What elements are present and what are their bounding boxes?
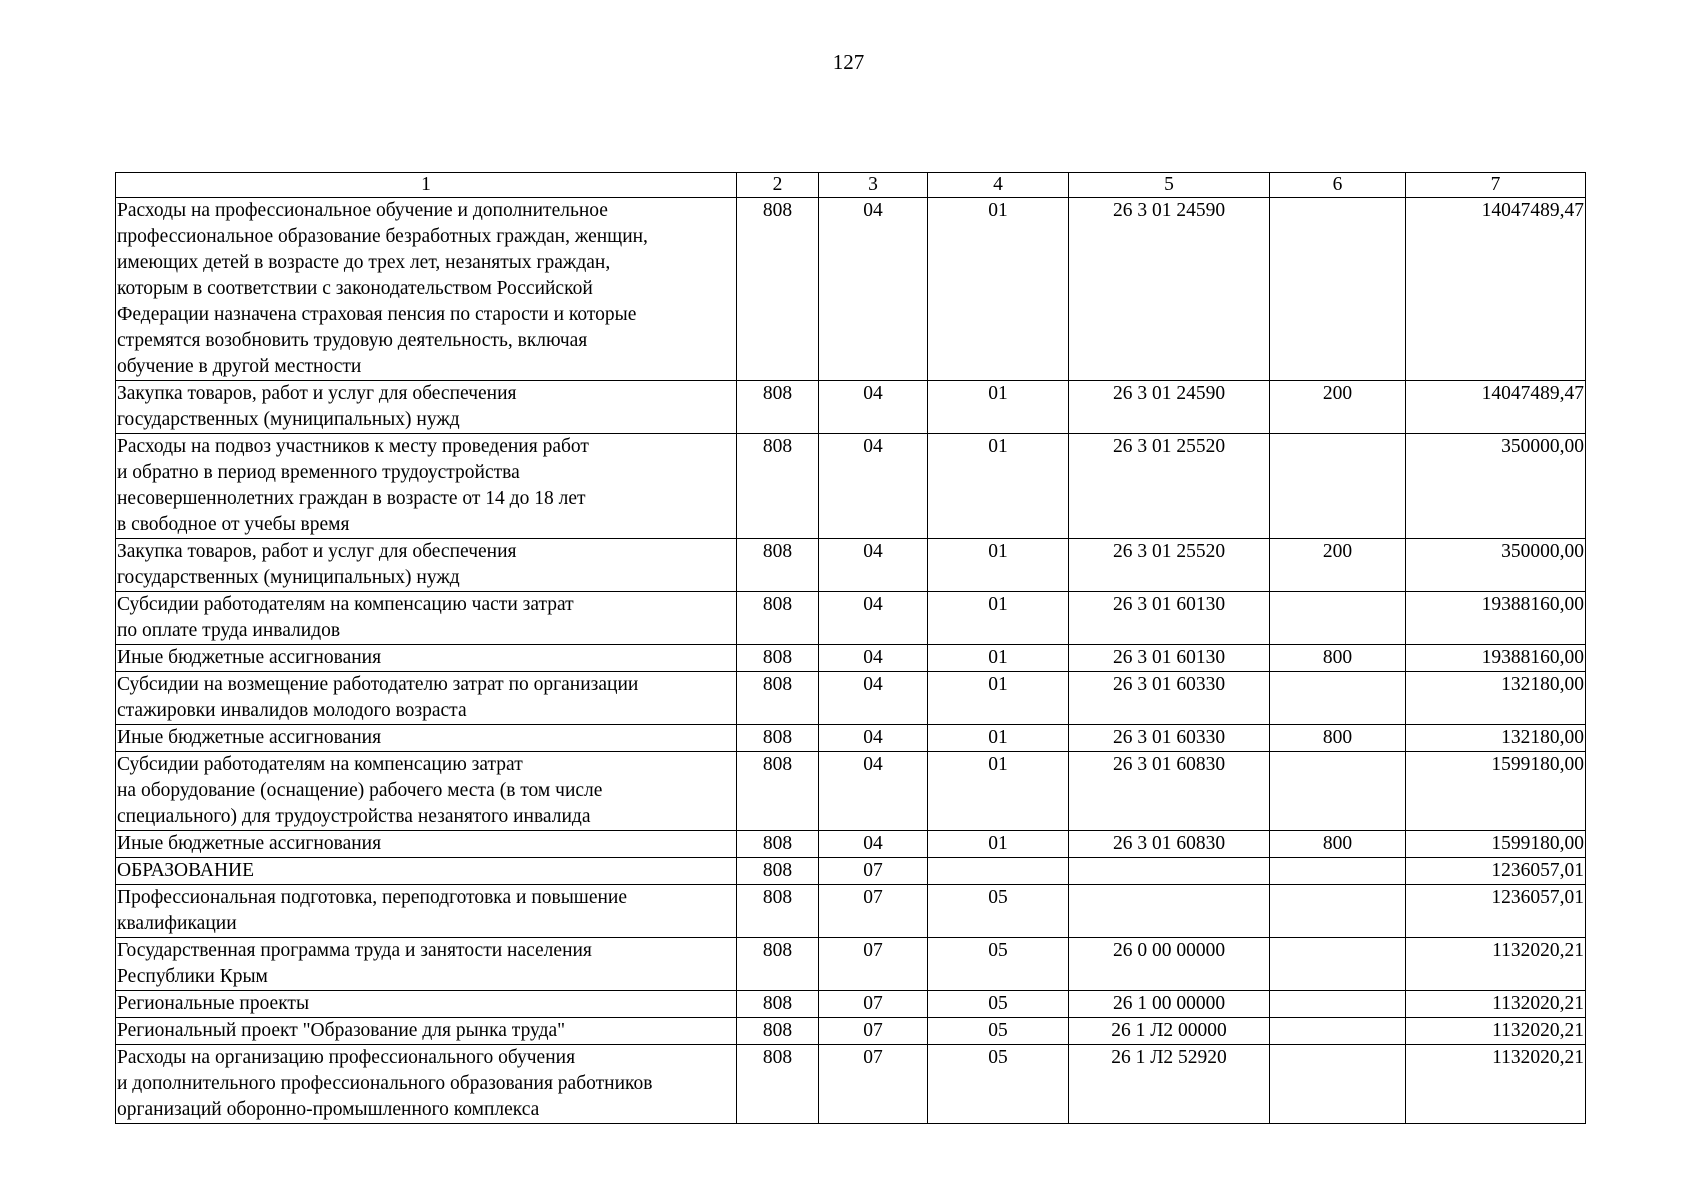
expense-name-cell: Расходы на подвоз участников к месту проведения работ и обратно в период временного трудоустройства несовершеннолетних граждан в возрасте от 14 до 18 лет в свободное от учебы время	[116, 434, 737, 539]
ministry-code-cell: 808	[737, 885, 819, 938]
target-article-cell: 26 0 00 00000	[1069, 938, 1270, 991]
expense-name-cell: Региональный проект "Образование для рынка труда"	[116, 1018, 737, 1045]
target-article-cell: 26 3 01 60830	[1069, 831, 1270, 858]
amount-cell: 1236057,01	[1406, 858, 1586, 885]
subsection-code-cell: 01	[928, 381, 1069, 434]
target-article-cell: 26 1 00 00000	[1069, 991, 1270, 1018]
section-code-cell: 04	[819, 645, 928, 672]
table-row	[116, 672, 1586, 725]
table-row	[116, 381, 1586, 434]
subsection-code-cell: 01	[928, 434, 1069, 539]
ministry-code-cell: 808	[737, 1045, 819, 1124]
ministry-code-cell: 808	[737, 725, 819, 752]
ministry-code-cell: 808	[737, 434, 819, 539]
section-code-cell: 07	[819, 1045, 928, 1124]
target-article-cell: 26 3 01 60330	[1069, 725, 1270, 752]
section-code-cell: 04	[819, 672, 928, 725]
expense-type-cell	[1270, 938, 1406, 991]
amount-cell: 1599180,00	[1406, 752, 1586, 831]
subsection-code-cell: 01	[928, 645, 1069, 672]
amount-cell: 132180,00	[1406, 725, 1586, 752]
amount-cell: 350000,00	[1406, 539, 1586, 592]
expense-type-cell	[1270, 592, 1406, 645]
amount-cell: 1599180,00	[1406, 831, 1586, 858]
subsection-code-cell: 01	[928, 539, 1069, 592]
section-code-cell: 04	[819, 725, 928, 752]
expense-name-cell: Иные бюджетные ассигнования	[116, 725, 737, 752]
section-code-cell: 07	[819, 858, 928, 885]
subsection-code-cell: 05	[928, 1045, 1069, 1124]
subsection-code-cell: 01	[928, 592, 1069, 645]
ministry-code-cell: 808	[737, 381, 819, 434]
subsection-code-cell: 01	[928, 752, 1069, 831]
amount-cell: 1132020,21	[1406, 1045, 1586, 1124]
header-cell: 2	[737, 173, 819, 198]
target-article-cell: 26 3 01 60130	[1069, 645, 1270, 672]
amount-cell: 1132020,21	[1406, 1018, 1586, 1045]
subsection-code-cell: 05	[928, 1018, 1069, 1045]
expense-type-cell: 200	[1270, 539, 1406, 592]
ministry-code-cell: 808	[737, 831, 819, 858]
subsection-code-cell: 01	[928, 672, 1069, 725]
expense-name-cell: Расходы на организацию профессионального обучения и дополнительного профессионального образования работников организаций оборонно-промышленного комплекса	[116, 1045, 737, 1124]
subsection-code-cell: 05	[928, 885, 1069, 938]
expense-type-cell: 800	[1270, 725, 1406, 752]
section-code-cell: 04	[819, 539, 928, 592]
expense-type-cell: 800	[1270, 645, 1406, 672]
expense-name-cell: Государственная программа труда и занятости населения Республики Крым	[116, 938, 737, 991]
table-row	[116, 885, 1586, 938]
ministry-code-cell: 808	[737, 198, 819, 381]
table-header-row	[116, 173, 1586, 198]
target-article-cell: 26 3 01 24590	[1069, 198, 1270, 381]
subsection-code-cell: 01	[928, 198, 1069, 381]
amount-cell: 19388160,00	[1406, 592, 1586, 645]
ministry-code-cell: 808	[737, 858, 819, 885]
section-code-cell: 07	[819, 1018, 928, 1045]
amount-cell: 1132020,21	[1406, 938, 1586, 991]
target-article-cell	[1069, 885, 1270, 938]
table-row	[116, 592, 1586, 645]
expense-type-cell	[1270, 672, 1406, 725]
ministry-code-cell: 808	[737, 991, 819, 1018]
table-row	[116, 434, 1586, 539]
expense-type-cell: 200	[1270, 381, 1406, 434]
amount-cell: 350000,00	[1406, 434, 1586, 539]
section-code-cell: 04	[819, 592, 928, 645]
table-row	[116, 831, 1586, 858]
expense-name-cell: Закупка товаров, работ и услуг для обеспечения государственных (муниципальных) нужд	[116, 381, 737, 434]
target-article-cell	[1069, 858, 1270, 885]
ministry-code-cell: 808	[737, 592, 819, 645]
target-article-cell: 26 1 Л2 00000	[1069, 1018, 1270, 1045]
budget-table	[115, 172, 1586, 1124]
target-article-cell: 26 3 01 24590	[1069, 381, 1270, 434]
header-cell: 6	[1270, 173, 1406, 198]
amount-cell: 1132020,21	[1406, 991, 1586, 1018]
target-article-cell: 26 3 01 60130	[1069, 592, 1270, 645]
expense-type-cell: 800	[1270, 831, 1406, 858]
expense-type-cell	[1270, 434, 1406, 539]
expense-type-cell	[1270, 991, 1406, 1018]
expense-name-cell: Субсидии работодателям на компенсацию затрат на оборудование (оснащение) рабочего места (в том числе специального) для трудоустройства незанятого инвалида	[116, 752, 737, 831]
page-number: 127	[832, 50, 865, 74]
header-cell: 7	[1406, 173, 1586, 198]
section-code-cell: 07	[819, 885, 928, 938]
section-code-cell: 04	[819, 198, 928, 381]
target-article-cell: 26 1 Л2 52920	[1069, 1045, 1270, 1124]
expense-name-cell: Субсидии на возмещение работодателю затрат по организации стажировки инвалидов молодого возраста	[116, 672, 737, 725]
target-article-cell: 26 3 01 25520	[1069, 434, 1270, 539]
table-row	[116, 858, 1586, 885]
section-code-cell: 07	[819, 938, 928, 991]
ministry-code-cell: 808	[737, 672, 819, 725]
table-row	[116, 198, 1586, 381]
subsection-code-cell: 05	[928, 938, 1069, 991]
amount-cell: 1236057,01	[1406, 885, 1586, 938]
amount-cell: 14047489,47	[1406, 381, 1586, 434]
expense-type-cell	[1270, 1018, 1406, 1045]
section-code-cell: 07	[819, 991, 928, 1018]
expense-type-cell	[1270, 752, 1406, 831]
ministry-code-cell: 808	[737, 645, 819, 672]
expense-type-cell	[1270, 858, 1406, 885]
table-row	[116, 1018, 1586, 1045]
expense-name-cell: Профессиональная подготовка, переподготовка и повышение квалификации	[116, 885, 737, 938]
table-row	[116, 752, 1586, 831]
expense-name-cell: Расходы на профессиональное обучение и дополнительное профессиональное образование безработных граждан, женщин, имеющих детей в возрасте до трех лет, незанятых граждан, которым в соответствии с законодательством Российской Федерации назначена страховая пенсия по старости и которые стремятся возобновить трудовую деятельность, включая обучение в другой местности	[116, 198, 737, 381]
expense-name-cell: Закупка товаров, работ и услуг для обеспечения государственных (муниципальных) нужд	[116, 539, 737, 592]
expense-type-cell	[1270, 885, 1406, 938]
expense-name-cell: ОБРАЗОВАНИЕ	[116, 858, 737, 885]
subsection-code-cell	[928, 858, 1069, 885]
amount-cell: 14047489,47	[1406, 198, 1586, 381]
target-article-cell: 26 3 01 60830	[1069, 752, 1270, 831]
subsection-code-cell: 01	[928, 831, 1069, 858]
amount-cell: 132180,00	[1406, 672, 1586, 725]
table-row	[116, 725, 1586, 752]
ministry-code-cell: 808	[737, 1018, 819, 1045]
table-row	[116, 938, 1586, 991]
header-cell: 5	[1069, 173, 1270, 198]
section-code-cell: 04	[819, 752, 928, 831]
section-code-cell: 04	[819, 381, 928, 434]
expense-name-cell: Субсидии работодателям на компенсацию части затрат по оплате труда инвалидов	[116, 592, 737, 645]
ministry-code-cell: 808	[737, 539, 819, 592]
header-cell: 3	[819, 173, 928, 198]
target-article-cell: 26 3 01 60330	[1069, 672, 1270, 725]
header-cell: 4	[928, 173, 1069, 198]
ministry-code-cell: 808	[737, 938, 819, 991]
target-article-cell: 26 3 01 25520	[1069, 539, 1270, 592]
expense-type-cell	[1270, 198, 1406, 381]
subsection-code-cell: 01	[928, 725, 1069, 752]
ministry-code-cell: 808	[737, 752, 819, 831]
table-row	[116, 991, 1586, 1018]
section-code-cell: 04	[819, 434, 928, 539]
expense-type-cell	[1270, 1045, 1406, 1124]
expense-name-cell: Региональные проекты	[116, 991, 737, 1018]
section-code-cell: 04	[819, 831, 928, 858]
subsection-code-cell: 05	[928, 991, 1069, 1018]
expense-name-cell: Иные бюджетные ассигнования	[116, 831, 737, 858]
table-row	[116, 1045, 1586, 1124]
header-cell: 1	[116, 173, 737, 198]
expense-name-cell: Иные бюджетные ассигнования	[116, 645, 737, 672]
table-row	[116, 539, 1586, 592]
table-row	[116, 645, 1586, 672]
amount-cell: 19388160,00	[1406, 645, 1586, 672]
